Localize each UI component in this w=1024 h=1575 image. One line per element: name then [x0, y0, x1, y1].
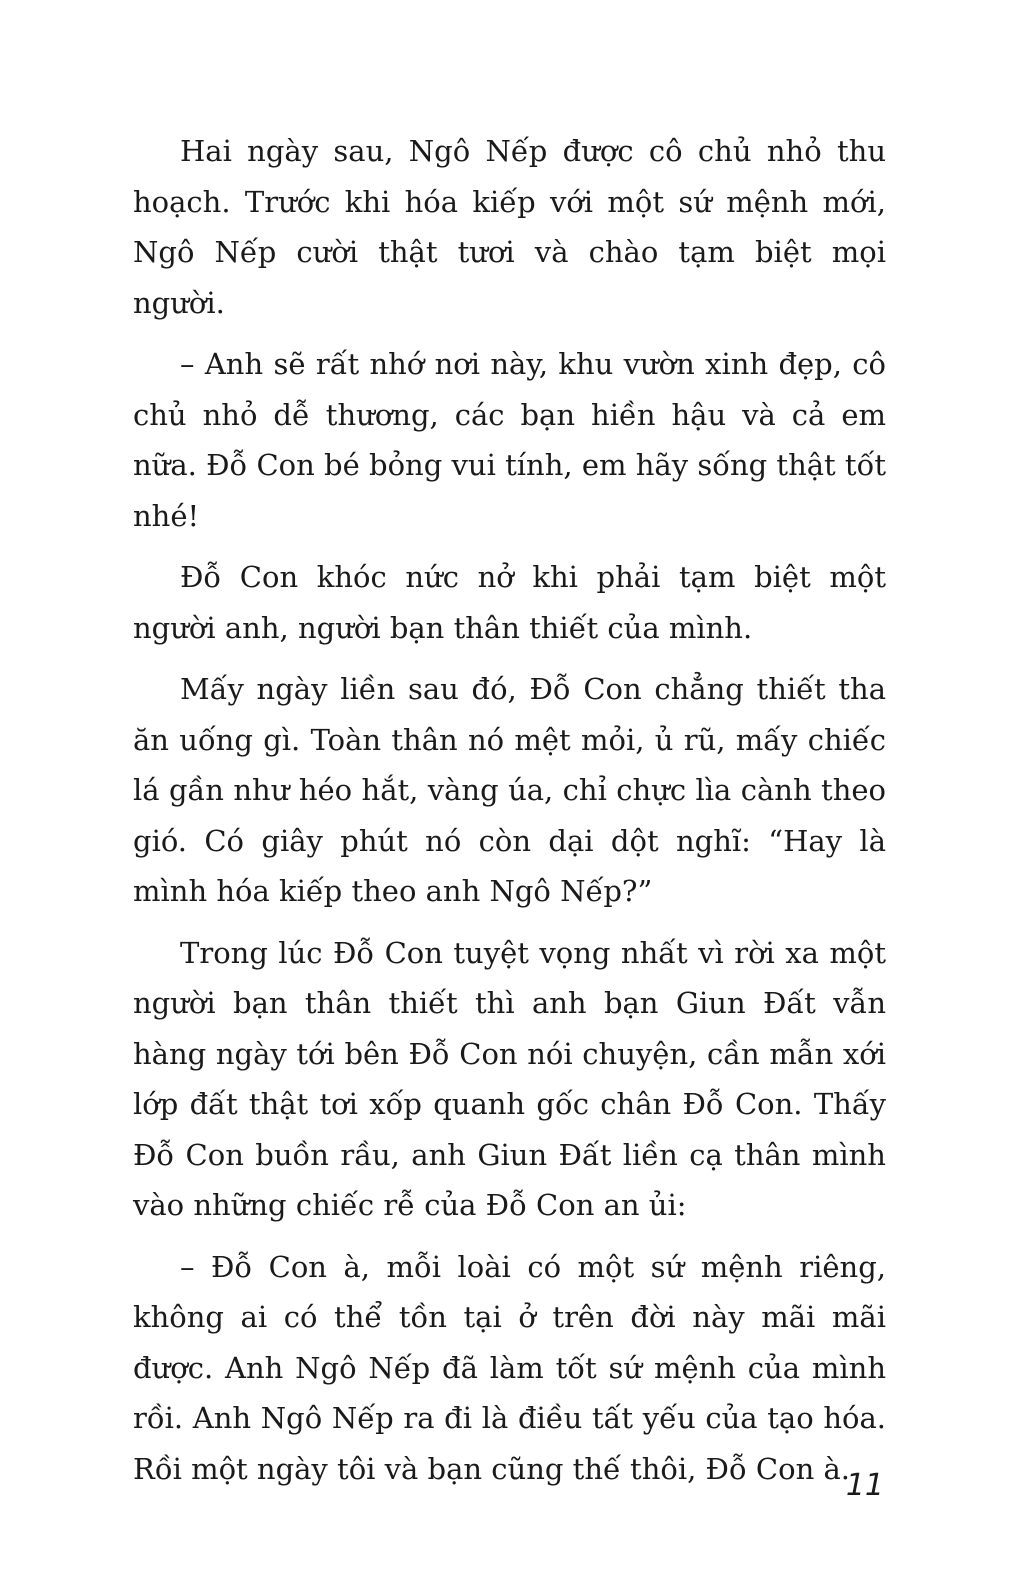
- paragraph: Đỗ Con khóc nức nở khi phải tạm biệt một người anh, người bạn thân thiết của mình.: [133, 560, 886, 645]
- paragraph: Hai ngày sau, Ngô Nếp được cô chủ nhỏ thu hoạch. Trước khi hóa kiếp với một sứ mệnh mới, Ngô Nếp cười thật tươi và chào tạm biệt mọi người.: [133, 134, 886, 320]
- paragraph: Trong lúc Đỗ Con tuyệt vọng nhất vì rời xa một người bạn thân thiết thì anh bạn Giun Đất vẫn hàng ngày tới bên Đỗ Con nói chuyện, cần mẫn xới lớp đất thật tơi xốp quanh gốc chân Đỗ Con. Thấy Đỗ Con buồn rầu, anh Giun Đất liền cạ thân mình vào những chiếc rễ của Đỗ Con an ủi:: [133, 935, 886, 1222]
- paragraph: – Đỗ Con à, mỗi loài có một sứ mệnh riêng, không ai có thể tồn tại ở trên đời này mãi mãi được. Anh Ngô Nếp đã làm tốt sứ mệnh của mình rồi. Anh Ngô Nếp ra đi là điều tất yếu của tạo hóa. Rồi một ngày tôi và bạn cũng thế thôi, Đỗ Con à.: [133, 1249, 886, 1486]
- paragraph: Mấy ngày liền sau đó, Đỗ Con chẳng thiết tha ăn uống gì. Toàn thân nó mệt mỏi, ủ rũ, mấy chiếc lá gần như héo hắt, vàng úa, chỉ chực lìa cành theo gió. Có giây phút nó còn dại dột nghĩ: “Hay là mình hóa kiếp theo anh Ngô Nếp?”: [133, 672, 886, 908]
- body-text: [133, 126, 886, 1505]
- paragraph: – Anh sẽ rất nhớ nơi này, khu vườn xinh đẹp, cô chủ nhỏ dễ thương, các bạn hiền hậu và cả em nữa. Đỗ Con bé bỏng vui tính, em hãy sống thật tốt nhé!: [133, 347, 886, 533]
- page-number: 11: [845, 1468, 884, 1503]
